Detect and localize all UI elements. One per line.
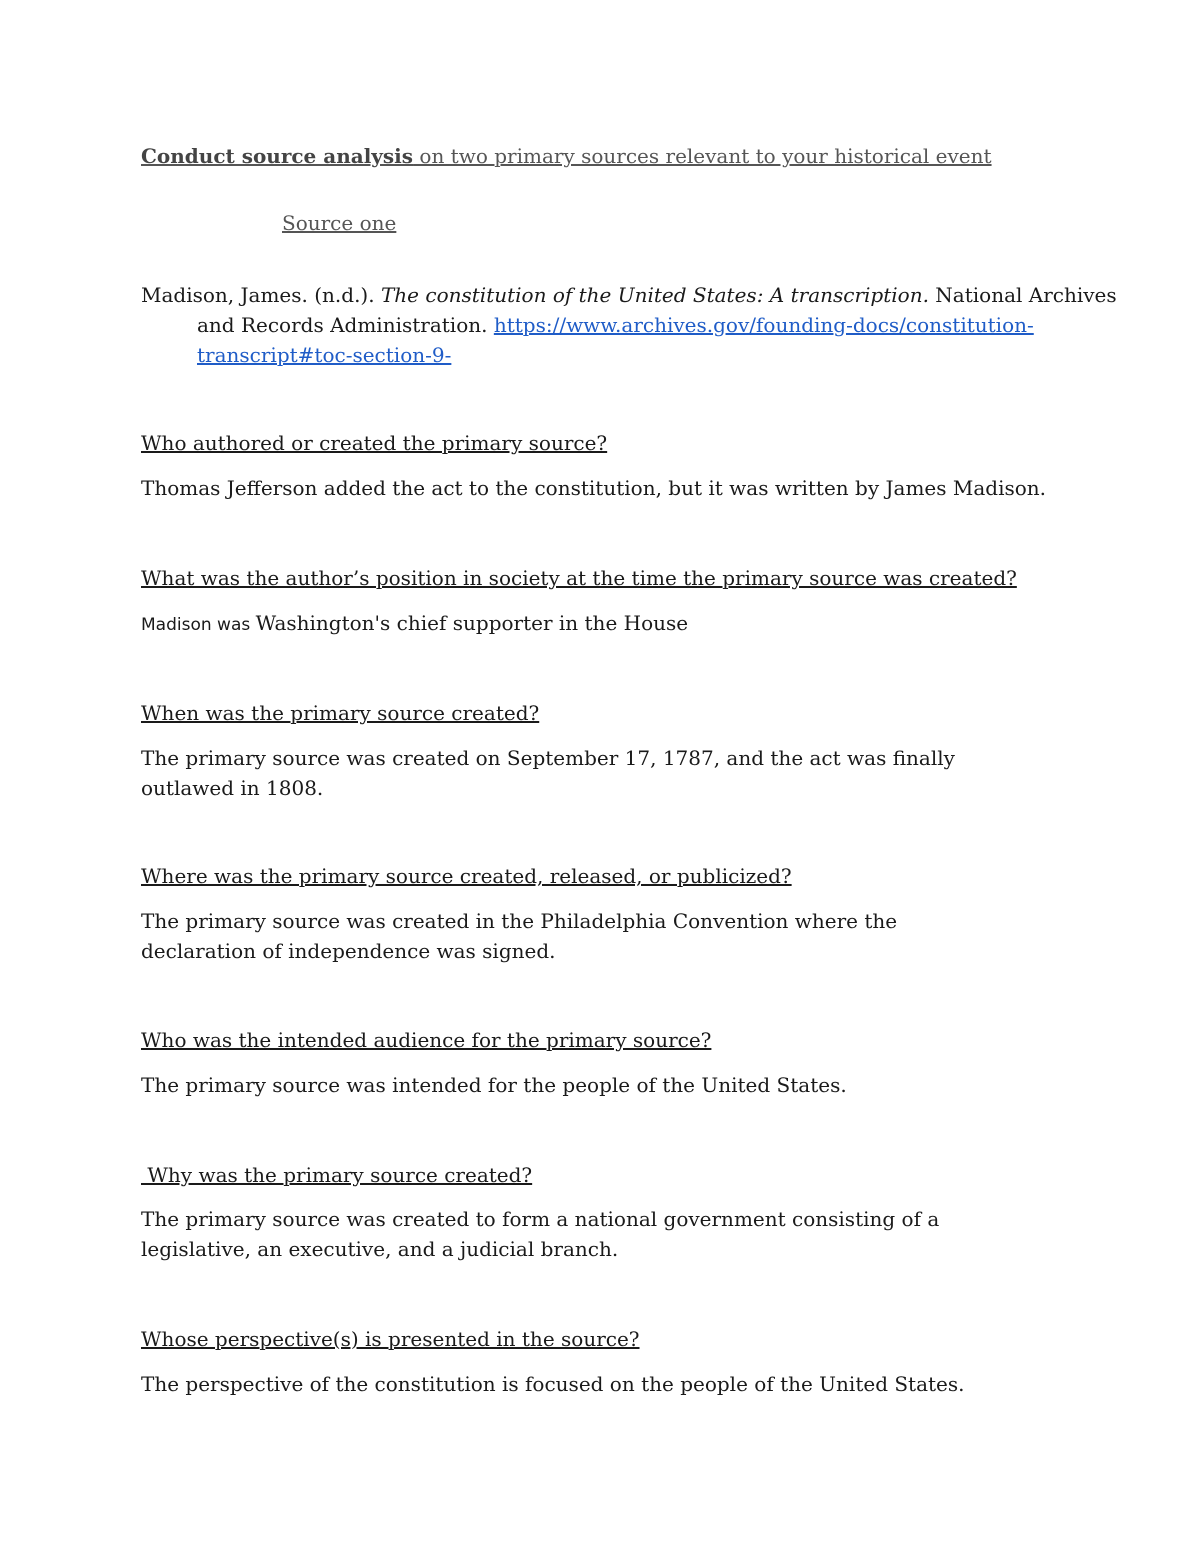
answer-1: Thomas Jefferson added the act to the constitution, but it was written by James Madison.: [141, 476, 1047, 500]
citation-author: Madison, James. (n.d.).: [141, 283, 381, 307]
answer-2: [141, 608, 1071, 640]
citation: [141, 280, 1127, 370]
citation-publisher: National Archives and Records Administration.: [197, 283, 1117, 337]
citation-title: The constitution of the United States: A transcription.: [380, 283, 929, 307]
question-5: Who was the intended audience for the primary source?: [141, 1028, 712, 1052]
answer-2-prefix: Madison was: [141, 615, 256, 635]
answer-7: The perspective of the constitution is focused on the people of the United States.: [141, 1372, 965, 1396]
task-instruction: [141, 141, 1071, 171]
question-4: Where was the primary source created, released, or publicized?: [141, 864, 792, 888]
question-6: Why was the primary source created?: [141, 1163, 533, 1187]
question-2: What was the author’s position in society at the time the primary source was created?: [141, 566, 1017, 590]
answer-3: The primary source was created on September 17, 1787, and the act was finally outlawed in 1808.: [141, 746, 955, 800]
answer-2-text: Washington's chief supporter in the House: [255, 611, 689, 635]
task-bold: Conduct source analysis: [141, 144, 414, 168]
question-1: Who authored or created the primary source?: [141, 431, 608, 455]
question-7: Whose perspective(s) is presented in the source?: [141, 1327, 640, 1351]
task-rest: on two primary sources relevant to your historical event: [413, 144, 992, 168]
answer-5: The primary source was intended for the people of the United States.: [141, 1073, 847, 1097]
answer-4: The primary source was created in the Philadelphia Convention where the declaration of independence was signed.: [141, 909, 898, 963]
question-3: When was the primary source created?: [141, 701, 540, 725]
answer-6: The primary source was created to form a national government consisting of a legislative, an executive, and a judicial branch.: [141, 1207, 940, 1261]
citation-link[interactable]: https://www.archives.gov/founding-docs/constitution-transcript#toc-section-9-: [197, 313, 1034, 367]
source-heading: Source one: [282, 211, 397, 235]
